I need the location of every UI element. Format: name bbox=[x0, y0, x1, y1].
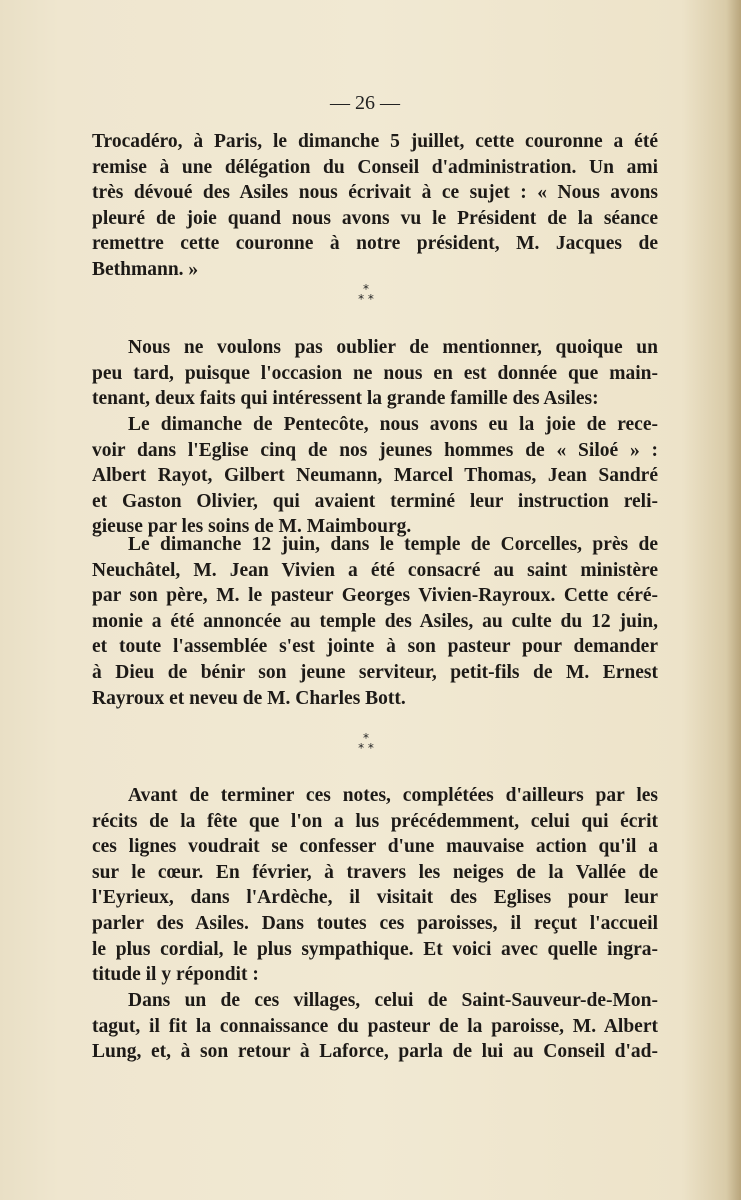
asterism-separator bbox=[346, 284, 386, 304]
asterism-top: * bbox=[363, 282, 369, 296]
text-line: très dévoué des Asiles nous écrivait à ce sujet : « Nous avons bbox=[92, 182, 658, 204]
text-line: parler des Asiles. Dans toutes ces paroisses, il reçut l'accueil bbox=[92, 912, 658, 934]
text-line: peu tard, puisque l'occasion ne nous en est donnée que main- bbox=[92, 362, 658, 384]
text-line: voir dans l'Eglise cinq de nos jeunes hommes de « Siloé » : bbox=[92, 439, 658, 461]
text-line: à Dieu de bénir son jeune serviteur, petit-fils de M. Ernest bbox=[92, 661, 658, 683]
asterism-top: * bbox=[363, 731, 369, 745]
text-line: Rayroux et neveu de M. Charles Bott. bbox=[92, 687, 406, 709]
text-line: remise à une délégation du Conseil d'administration. Un ami bbox=[92, 156, 658, 178]
asterism-bottom: * * bbox=[358, 292, 374, 306]
text-line: par son père, M. le pasteur Georges Vivien-Rayroux. Cette céré- bbox=[92, 585, 658, 607]
text-line: pleuré de joie quand nous avons vu le Président de la séance bbox=[92, 207, 658, 229]
text-line: titude il y répondit : bbox=[92, 964, 259, 986]
text-line: ces lignes voudrait se confesser d'une mauvaise action qu'il a bbox=[92, 836, 658, 858]
text-line: sur le cœur. En février, à travers les neiges de la Vallée de bbox=[92, 861, 658, 883]
text-line: Albert Rayot, Gilbert Neumann, Marcel Thomas, Jean Sandré bbox=[92, 465, 658, 487]
paragraph-6 bbox=[92, 988, 658, 1065]
text-line: Le dimanche 12 juin, dans le temple de Corcelles, près de bbox=[128, 534, 658, 555]
text-line: Bethmann. » bbox=[92, 258, 199, 280]
text-line: le plus cordial, le plus sympathique. Et voici avec quelle ingra- bbox=[92, 938, 658, 960]
page-number: — 26 — bbox=[330, 92, 400, 114]
text-line: remettre cette couronne à notre président, M. Jacques de bbox=[92, 233, 658, 255]
text-line: gieuse par les soins de M. Maimbourg. bbox=[92, 516, 412, 538]
text-line: et toute l'assemblée s'est jointe à son pasteur pour demander bbox=[92, 636, 658, 658]
text-line: l'Eyrieux, dans l'Ardèche, il visitait des Eglises pour leur bbox=[92, 887, 658, 909]
paragraph-1 bbox=[92, 129, 658, 283]
text-line: Nous ne voulons pas oublier de mentionner, quoique un bbox=[128, 337, 658, 358]
text-line: et Gaston Olivier, qui avaient terminé leur instruction reli- bbox=[92, 490, 658, 512]
text-line: Dans un de ces villages, celui de Saint-Sauveur-de-Mon- bbox=[128, 990, 658, 1011]
text-line: Lung, et, à son retour à Laforce, parla de lui au Conseil d'ad- bbox=[92, 1041, 658, 1063]
paragraph-2 bbox=[92, 335, 658, 412]
asterism-separator bbox=[346, 733, 386, 753]
text-line: Avant de terminer ces notes, complétées d'ailleurs par les bbox=[128, 785, 658, 806]
text-line: Neuchâtel, M. Jean Vivien a été consacré au saint ministère bbox=[92, 559, 658, 581]
asterism-bottom: * * bbox=[358, 741, 374, 755]
paragraph-3 bbox=[92, 412, 658, 540]
text-line: récits de la fête que l'on a lus précédemment, celui qui écrit bbox=[92, 810, 658, 832]
text-line: tagut, il fit la connaissance du pasteur de la paroisse, M. Albert bbox=[92, 1015, 658, 1037]
text-line: Le dimanche de Pentecôte, nous avons eu la joie de rece- bbox=[128, 414, 658, 435]
text-line: Trocadéro, à Paris, le dimanche 5 juillet, cette couronne a été bbox=[92, 131, 658, 152]
text-line: monie a été annoncée au temple des Asiles, au culte du 12 juin, bbox=[92, 610, 658, 632]
paragraph-4 bbox=[92, 532, 658, 711]
paragraph-5 bbox=[92, 783, 658, 988]
text-line: tenant, deux faits qui intéressent la grande famille des Asiles: bbox=[92, 388, 599, 410]
